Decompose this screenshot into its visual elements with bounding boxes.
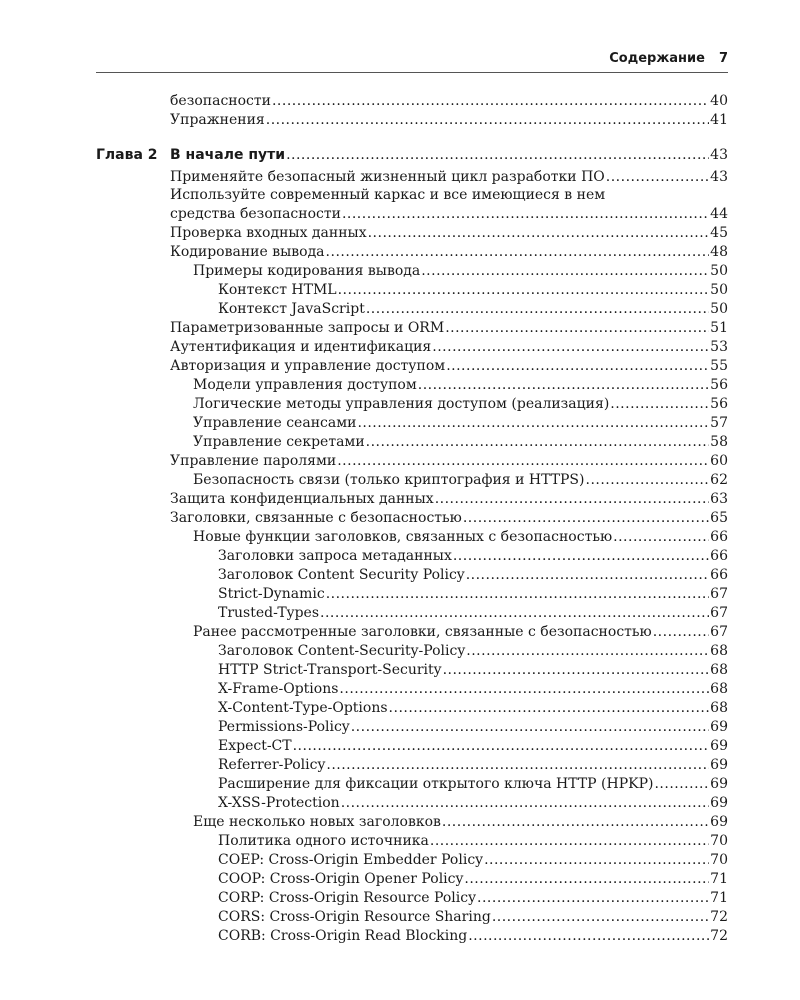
toc-entry [193,395,728,414]
toc-entry [218,718,728,737]
toc-entry-title: В начале пути [170,147,286,163]
toc-row [0,604,728,623]
toc-row [0,186,728,205]
toc-page-number: 72 [710,909,728,925]
toc-entry [218,566,728,585]
dot-leader [442,813,709,832]
toc-row [0,433,728,452]
toc-entry [218,908,728,927]
toc-page-number: 45 [710,225,728,241]
dot-leader [477,889,709,908]
header-page-number: 7 [718,51,728,66]
dot-leader [435,490,709,509]
dot-leader [341,794,709,813]
running-header [96,50,728,73]
toc-page-number: 55 [710,358,728,374]
toc-page-number: 53 [710,339,728,355]
toc-entry-title: HTTP Strict-Transport-Security [218,662,442,678]
toc-entry [218,889,728,908]
toc-entry [218,756,728,775]
toc-entry-title: Политика одного источника [218,833,429,849]
toc-row [0,661,728,680]
toc-page-number: 65 [710,510,728,526]
toc-row [0,376,728,395]
toc-page-number: 50 [710,301,728,317]
dot-leader [351,718,709,737]
dot-leader [466,566,709,585]
toc-entry [218,585,728,604]
toc-row [0,528,728,547]
dot-leader [443,661,710,680]
toc-entry-title: безопасности [170,93,271,109]
toc-entry-title: COOP: Cross-Origin Opener Policy [218,871,464,887]
dot-leader [337,452,709,471]
dot-leader [357,414,709,433]
toc-entry [218,642,728,661]
toc-entry-title: Управление сеансами [193,415,357,431]
dot-leader [366,300,709,319]
toc-page-number: 69 [710,776,728,792]
toc-row [0,566,728,585]
dot-leader [453,547,709,566]
toc-entry [170,357,728,376]
toc-row [0,205,728,224]
toc-page-number: 68 [710,700,728,716]
toc-entry-title: Заголовки запроса метаданных [218,548,452,564]
dot-leader [484,851,709,870]
toc-row [0,756,728,775]
toc-entry [193,528,728,547]
toc-entry [218,927,728,946]
toc-row [0,168,728,187]
toc-row [0,927,728,946]
toc-entry [170,146,728,165]
dot-leader [293,737,710,756]
toc-entry-title: Referrer-Policy [218,757,326,773]
dot-leader [339,680,709,699]
toc-entry-title: Применяйте безопасный жизненный цикл разработки ПО [170,169,605,185]
toc-row [0,794,728,813]
toc-page-number: 66 [710,567,728,583]
toc-page-number: 69 [710,814,728,830]
toc-page-number: 51 [710,320,728,336]
toc-entry [218,547,728,566]
toc-entry-title: Expect-CT [218,738,292,754]
toc-entry [218,699,728,718]
toc-entry-title: Авторизация и управление доступом [170,358,446,374]
toc-page-number: 56 [710,377,728,393]
dot-leader [421,262,709,281]
toc-row [0,889,728,908]
toc-page-number: 43 [710,147,728,163]
dot-leader [266,111,709,130]
toc-entry [193,471,728,490]
toc-entry [170,186,728,205]
dot-leader [464,870,709,889]
toc-entry-title: Аутентификация и идентификация [170,339,432,355]
toc-entry-title: Trusted-Types [218,605,320,621]
toc-row [0,813,728,832]
toc-entry-title: Проверка входных данных [170,225,367,241]
dot-leader [606,168,709,187]
toc-page-number: 71 [710,890,728,906]
toc-row [0,319,728,338]
toc-entry [193,813,728,832]
toc-entry [170,243,728,262]
toc-entry [218,851,728,870]
toc-page-number: 68 [710,681,728,697]
dot-leader [272,92,709,111]
toc-row [0,718,728,737]
toc-entry [170,111,728,130]
toc-row [0,395,728,414]
dot-leader [342,205,709,224]
toc-page-number: 48 [710,244,728,260]
toc-page-number: 63 [710,491,728,507]
toc-entry-title: Параметризованные запросы и ORM [170,320,445,336]
toc-entry-title: Контекст HTML [218,282,337,298]
toc-row [0,224,728,243]
toc-page-number: 68 [710,643,728,659]
toc-chapter-row [0,146,728,165]
toc-entry [218,661,728,680]
toc-page-number: 66 [710,548,728,564]
toc-page-number: 58 [710,434,728,450]
toc-entry-title: Защита конфиденциальных данных [170,491,434,507]
toc-entry-title: X-Frame-Options [218,681,339,697]
dot-leader [432,338,709,357]
toc-row [0,547,728,566]
toc-entry [218,300,728,319]
toc-row [0,509,728,528]
toc-entry-title: COEP: Cross-Origin Embedder Policy [218,852,484,868]
toc-page-number: 67 [710,624,728,640]
toc-entry [170,168,728,187]
dot-leader [446,357,709,376]
toc-entry [170,205,728,224]
toc-entry-title: Используйте современный каркас и все имеющиеся в нем [170,187,606,203]
toc-page-number: 67 [710,586,728,602]
toc-entry-title: Модели управления доступом [193,377,417,393]
toc-entry-title: Управление паролями [170,453,337,469]
toc-page-number: 50 [710,263,728,279]
toc-entry [170,509,728,528]
toc-entry [218,680,728,699]
toc-page-number: 60 [710,453,728,469]
toc-row [0,111,728,130]
dot-leader [586,471,710,490]
toc-row [0,262,728,281]
toc-page-number: 72 [710,928,728,944]
dot-leader [468,927,709,946]
toc-entry-title: Strict-Dynamic [218,586,325,602]
toc-row [0,737,728,756]
toc-row [0,832,728,851]
toc-row [0,471,728,490]
toc-entry-title: Примеры кодирования вывода [193,263,421,279]
toc-row [0,908,728,927]
toc-entry-title: Заголовок Content-Security-Policy [218,643,466,659]
chapter-label: Глава 2 [96,147,158,163]
toc-page-number: 56 [710,396,728,412]
dot-leader [389,699,710,718]
dot-leader [430,832,709,851]
toc-entry-title: Управление секретами [193,434,365,450]
toc-row [0,680,728,699]
toc-entry-title: Заголовки, связанные с безопасностью [170,510,462,526]
toc-entry-title: CORP: Cross-Origin Resource Policy [218,890,477,906]
toc-entry-title: Расширение для фиксации открытого ключа HTTP (HPKP) [218,776,654,792]
toc-entry-title: Безопасность связи (только криптография и HTTPS) [193,472,585,488]
toc-entry [170,490,728,509]
dot-leader [418,376,709,395]
toc-page-number: 41 [710,112,728,128]
dot-leader [326,585,709,604]
toc-row [0,585,728,604]
toc-entry-title: Заголовок Content Security Policy [218,567,465,583]
toc-page-number: 62 [710,472,728,488]
toc-row [0,490,728,509]
toc-entry [170,452,728,471]
toc-entry [218,775,728,794]
toc-page-number: 40 [710,93,728,109]
dot-leader [463,509,709,528]
toc-entry [218,794,728,813]
toc-page-number: 69 [710,757,728,773]
dot-leader [286,146,709,165]
toc-entry-title: CORB: Cross-Origin Read Blocking [218,928,468,944]
toc-page-number: 69 [710,719,728,735]
toc-page-number: 69 [710,738,728,754]
toc-page-number: 67 [710,605,728,621]
dot-leader [492,908,709,927]
dot-leader [445,319,709,338]
toc-entry [170,338,728,357]
toc-entry [218,604,728,623]
toc-entry-title: Permissions-Policy [218,719,350,735]
toc-entry [218,281,728,300]
toc-entry-title: Еще несколько новых заголовков [193,814,441,830]
toc-entry-title: средства безопасности [170,206,341,222]
toc-row [0,699,728,718]
dot-leader [466,642,709,661]
toc-row [0,452,728,471]
dot-leader [326,243,710,262]
toc-entry-title: X-XSS-Protection [218,795,340,811]
toc-entry-title: CORS: Cross-Origin Resource Sharing [218,909,491,925]
toc-page-number: 66 [710,529,728,545]
toc-row [0,338,728,357]
toc-entry [218,832,728,851]
toc-page-number: 69 [710,795,728,811]
toc-row [0,870,728,889]
toc-entry [193,433,728,452]
toc-page-number: 68 [710,662,728,678]
toc-entry [193,262,728,281]
dot-leader [368,224,710,243]
toc-page-number: 71 [710,871,728,887]
toc-entry [170,92,728,111]
toc-entry-title: X-Content-Type-Options [218,700,388,716]
dot-leader [366,433,710,452]
dot-leader [654,775,709,794]
dot-leader [613,528,709,547]
toc-entry-title: Новые функции заголовков, связанных с безопасностью [193,529,613,545]
toc-row [0,243,728,262]
toc-entry [193,376,728,395]
toc-page-number: 70 [710,833,728,849]
header-section-title: Содержание [609,51,705,66]
toc-entry [218,737,728,756]
toc-entry-title: Упражнения [170,112,265,128]
toc-page-number: 44 [710,206,728,222]
toc-row [0,851,728,870]
toc-entry [170,224,728,243]
toc-row [0,623,728,642]
dot-leader [326,756,709,775]
dot-leader [338,281,710,300]
toc-row [0,92,728,111]
dot-leader [320,604,709,623]
toc-row [0,300,728,319]
toc-entry-title: Ранее рассмотренные заголовки, связанные с безопасностью [193,624,652,640]
toc-entry-title: Кодирование вывода [170,244,325,260]
toc-entry-title: Контекст JavaScript [218,301,365,317]
toc-page-number: 70 [710,852,728,868]
toc-row [0,775,728,794]
toc-row [0,642,728,661]
toc-entry [170,319,728,338]
dot-leader [653,623,709,642]
toc-row [0,414,728,433]
dot-leader [610,395,709,414]
toc-entry-title: Логические методы управления доступом (реализация) [193,396,610,412]
toc-entry [193,414,728,433]
toc-entry [218,870,728,889]
toc-page-number: 50 [710,282,728,298]
toc-page-number: 57 [710,415,728,431]
toc-page-number: 43 [710,169,728,185]
toc-entry [193,623,728,642]
toc-row [0,281,728,300]
toc-row [0,357,728,376]
